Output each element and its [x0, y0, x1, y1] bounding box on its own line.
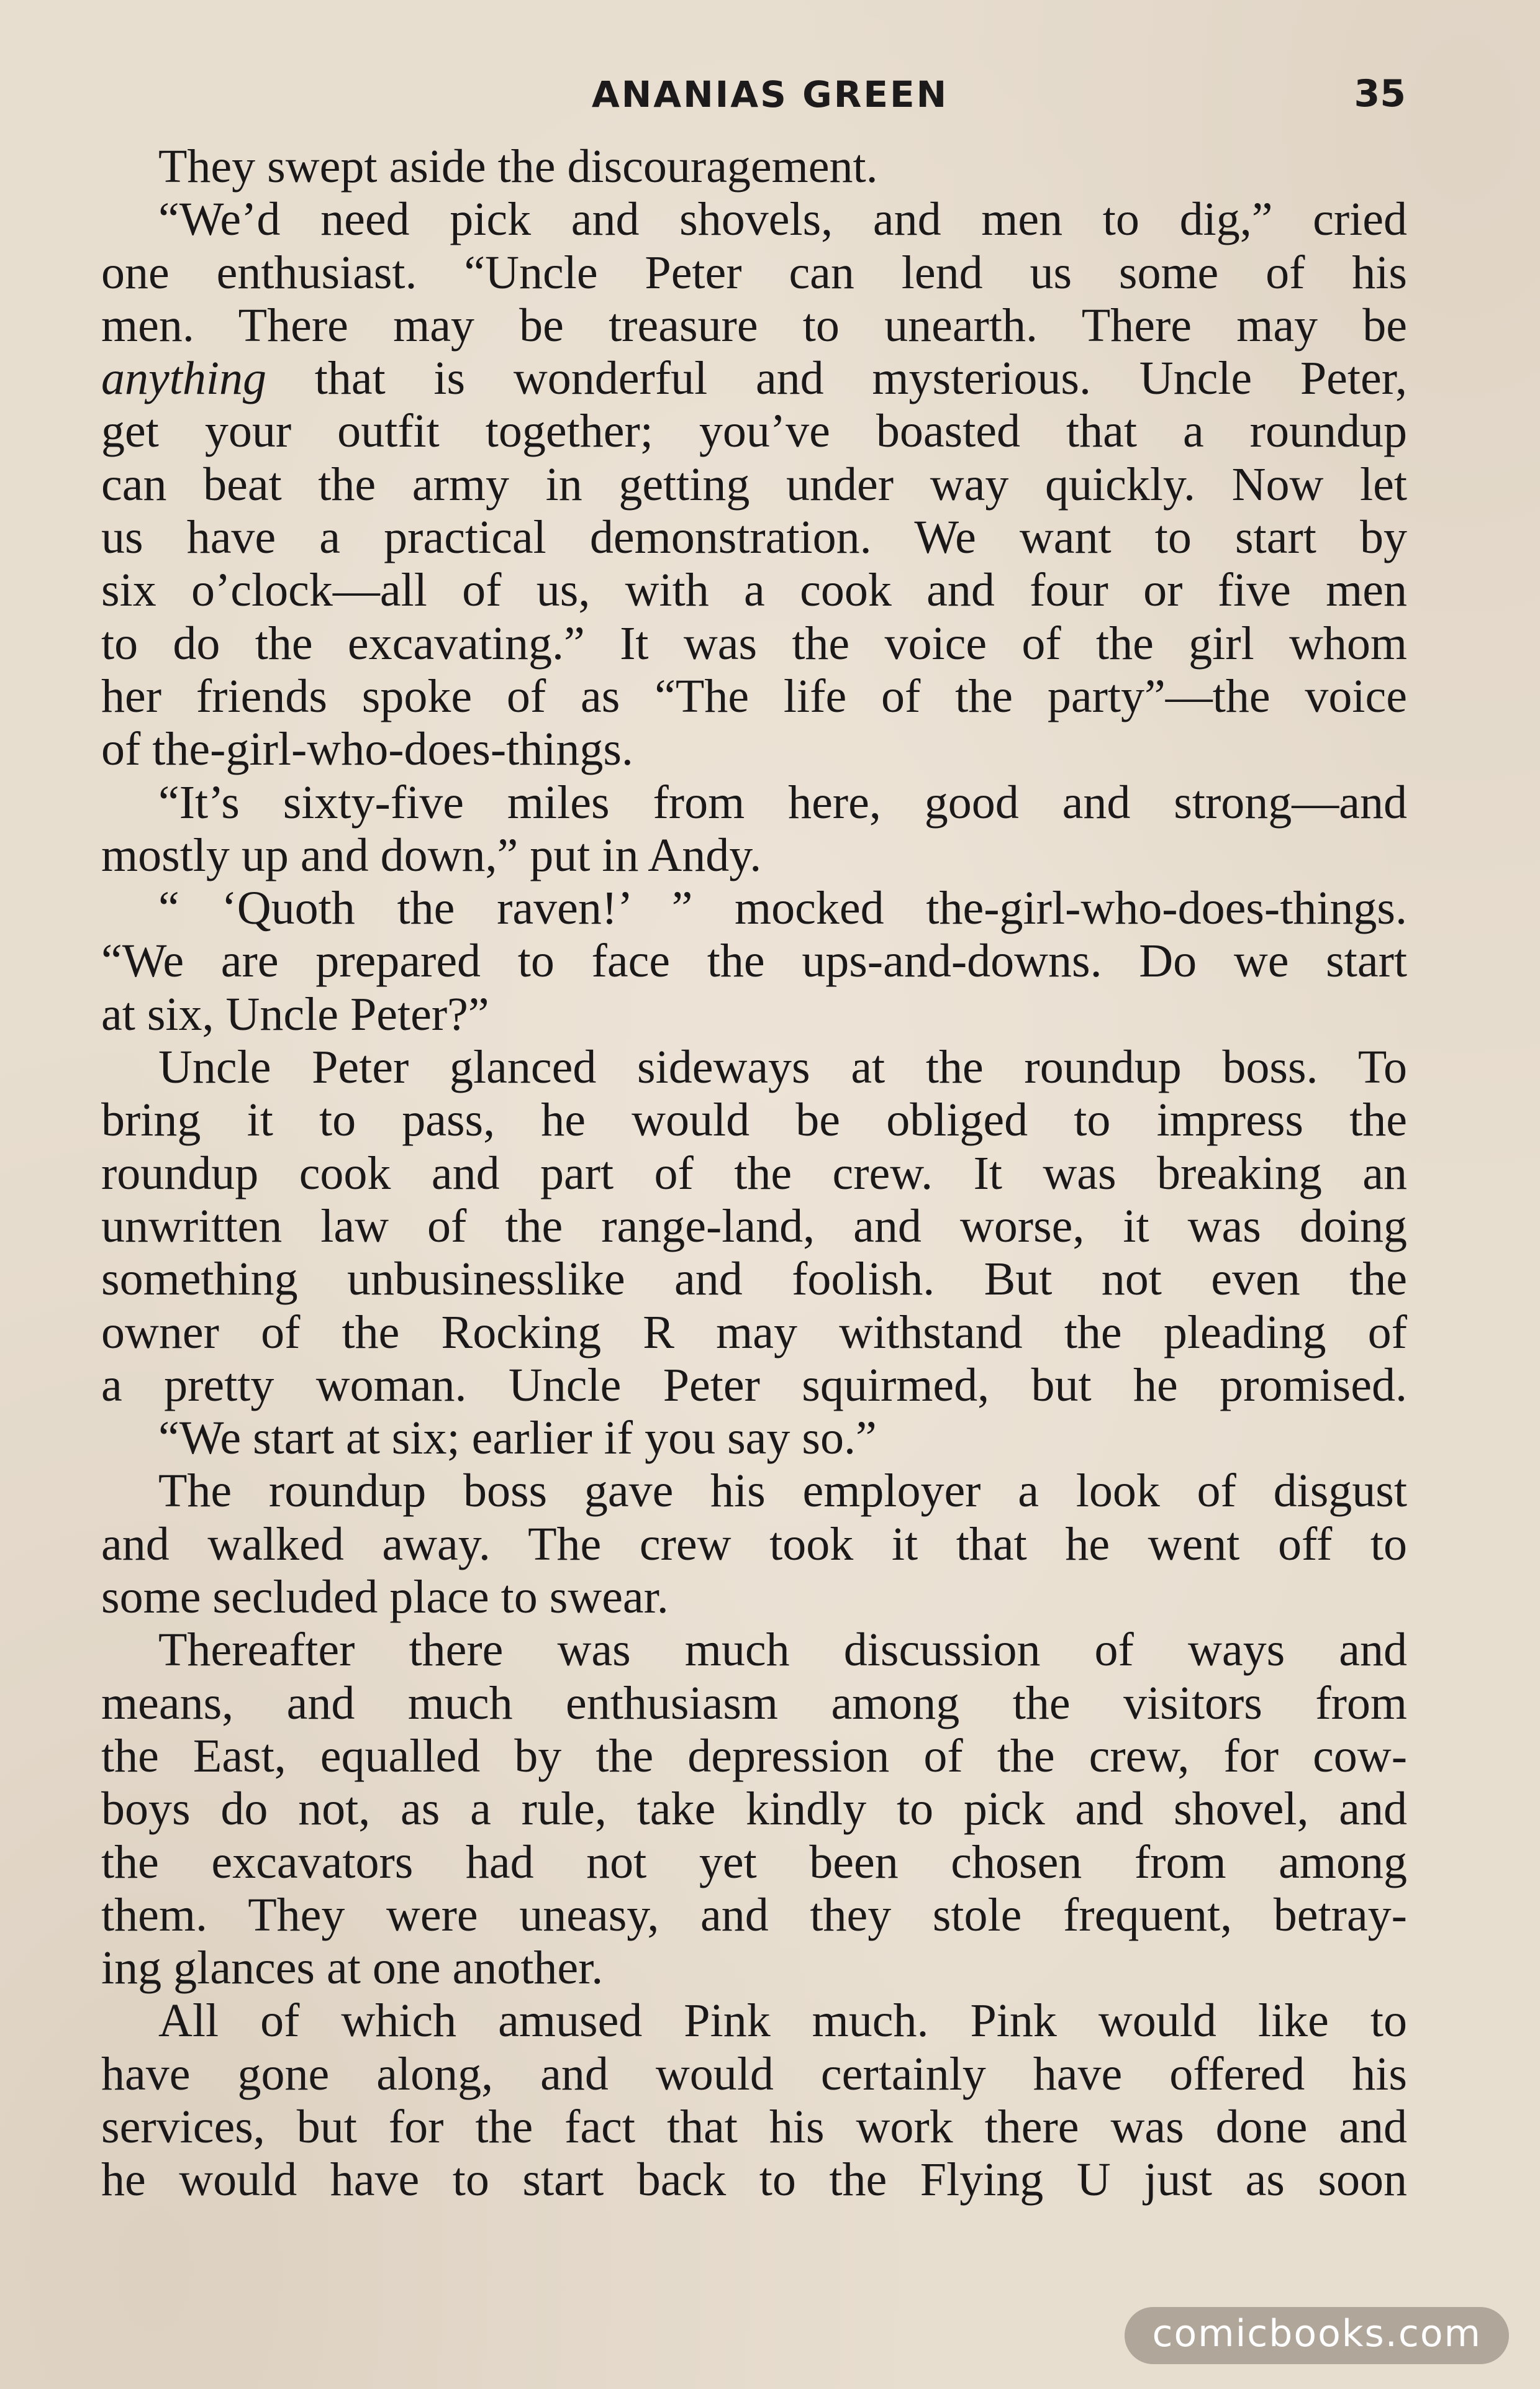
text-line: All of which amused Pink much. Pink would like to	[158, 1995, 1407, 2047]
running-header	[0, 70, 1540, 125]
text-line: roundup cook and part of the crew. It was breaking an	[101, 1147, 1407, 1199]
text-line: means, and much enthusiasm among the visitors from	[101, 1677, 1407, 1729]
text-line: services, but for the fact that his work there was done and	[101, 2100, 1407, 2153]
text-line: boys do not, as a rule, take kindly to pick and shovel, and	[101, 1783, 1407, 1836]
text-line-rest: that is wonderful and mysterious. Uncle Peter,	[314, 352, 1408, 405]
text-line: have gone along, and would certainly have offered his	[101, 2047, 1407, 2100]
emphasized-word: anything	[101, 352, 266, 405]
text-line: “We’d need pick and shovels, and men to dig,” cried	[158, 193, 1407, 246]
text-line: some secluded place to swear.	[101, 1571, 669, 1624]
text-line: and walked away. The crew took it that he went off to	[101, 1518, 1407, 1570]
text-line: of the-girl-who-does-things.	[101, 723, 633, 776]
text-line: “We are prepared to face the ups-and-downs. Do we start	[101, 935, 1407, 988]
text-line: the excavators had not yet been chosen from among	[101, 1836, 1407, 1888]
text-line: can beat the army in getting under way quickly. Now let	[101, 458, 1407, 511]
text-line-with-emphasis	[101, 352, 1407, 405]
watermark: comicbooks.com	[1125, 2307, 1509, 2364]
text-line: bring it to pass, he would be obliged to impress the	[101, 1094, 1407, 1147]
text-line: them. They were uneasy, and they stole frequent, betray-	[101, 1888, 1407, 1941]
text-line: Uncle Peter glanced sideways at the roundup boss. To	[158, 1041, 1407, 1094]
text-line: a pretty woman. Uncle Peter squirmed, but he promised.	[101, 1358, 1407, 1411]
text-line: “It’s sixty-five miles from here, good and strong—and	[158, 776, 1407, 829]
text-line: ing glances at one another.	[101, 1942, 604, 1995]
text-line: “ ‘Quoth the raven!’ ” mocked the-girl-who-does-things.	[158, 882, 1407, 935]
text-line: mostly up and down,” put in Andy.	[101, 829, 762, 881]
running-title: ANANIAS GREEN	[591, 73, 949, 116]
text-line: the East, equalled by the depression of the crew, for cow-	[101, 1729, 1407, 1782]
body-text	[101, 140, 1407, 2207]
text-line: at six, Uncle Peter?”	[101, 988, 489, 1040]
text-line: her friends spoke of as “The life of the party”—the voice	[101, 670, 1407, 722]
text-line: owner of the Rocking R may withstand the pleading of	[101, 1306, 1407, 1358]
text-line: unwritten law of the range-land, and worse, it was doing	[101, 1199, 1407, 1252]
text-line: Thereafter there was much discussion of ways and	[158, 1624, 1407, 1677]
text-line: The roundup boss gave his employer a look of disgust	[158, 1465, 1407, 1518]
text-line: to do the excavating.” It was the voice of the girl whom	[101, 617, 1407, 670]
text-line: get your outfit together; you’ve boasted that a roundup	[101, 405, 1407, 458]
text-line: “We start at six; earlier if you say so.”	[158, 1412, 877, 1465]
text-line: They swept aside the discouragement.	[158, 140, 878, 193]
text-line: us have a practical demonstration. We want to start by	[101, 511, 1407, 564]
text-line: he would have to start back to the Flying U just as soon	[101, 2154, 1407, 2206]
page-number: 35	[1354, 72, 1406, 116]
text-line: six o’clock—all of us, with a cook and four or five men	[101, 564, 1407, 617]
text-line: one enthusiast. “Uncle Peter can lend us some of his	[101, 246, 1407, 299]
text-line: men. There may be treasure to unearth. There may be	[101, 299, 1407, 352]
text-line: something unbusinesslike and foolish. But not even the	[101, 1253, 1407, 1306]
